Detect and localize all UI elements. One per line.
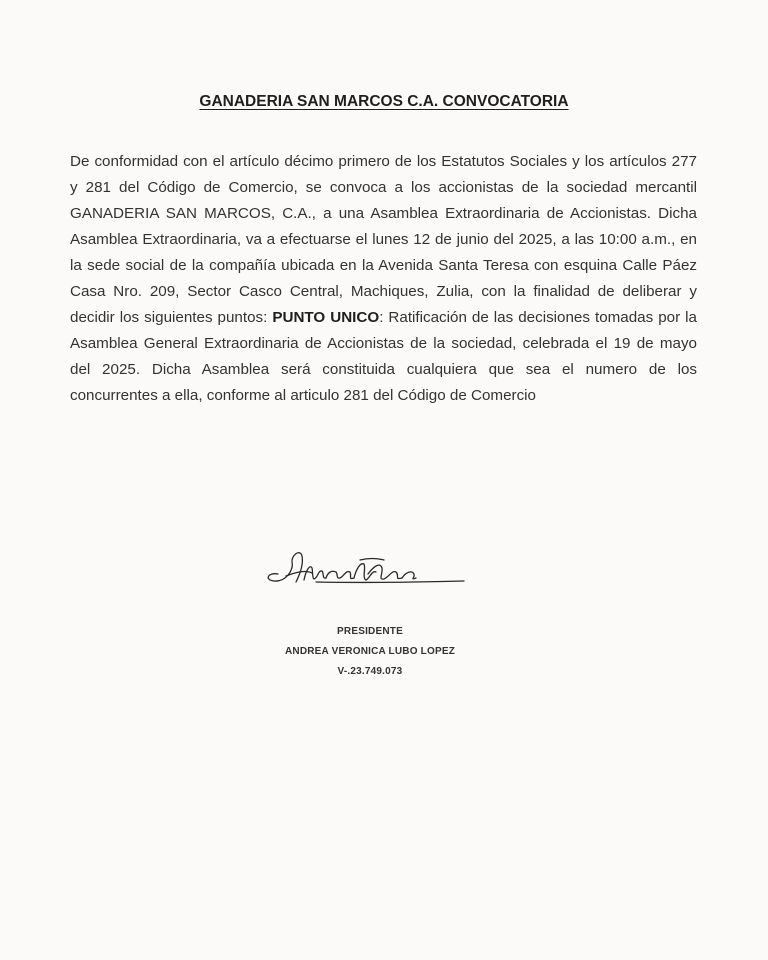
document-title: GANADERIA SAN MARCOS C.A. CONVOCATORIA (199, 93, 569, 110)
signer-name: ANDREA VERONICA LUBO LOPEZ (284, 646, 456, 657)
convocation-body (70, 149, 697, 409)
signer-role: PRESIDENTE (337, 626, 403, 637)
signer-id: V-.23.749.073 (337, 666, 403, 677)
handwritten-signature (256, 540, 472, 590)
agenda-point-label: PUNTO UNICO (272, 309, 380, 326)
signature-text: Andrea Lubo (256, 540, 262, 541)
signature-block (0, 622, 740, 682)
body-text-part-2: : Ratificación de las decisiones tomadas por la Asamblea General Extraordinaria de Accionistas de la sociedad, celebrada el 19 de mayo del 2025. Dicha Asamblea será constituida cualquiera que sea el numero de los concurrentes a ella, conforme al articulo 281 del Código de Comercio (70, 309, 697, 404)
body-text-part-1: De conformidad con el artículo décimo primero de los Estatutos Sociales y los artículos 277 y 281 del Código de Comercio, se convoca a los accionistas de la sociedad mercantil GANADERIA SAN MARCOS, C.A., a una Asamblea Extraordinaria de Accionistas. Dicha Asamblea Extraordinaria, va a efectuarse el lunes 12 de junio del 2025, a las 10:00 a.m., en la sede social de la compañía ubicada en la Avenida Santa Teresa con esquina Calle Páez Casa Nro. 209, Sector Casco Central, Machiques, Zulia, con la finalidad de deliberar y decidir los siguientes puntos: (70, 153, 697, 326)
